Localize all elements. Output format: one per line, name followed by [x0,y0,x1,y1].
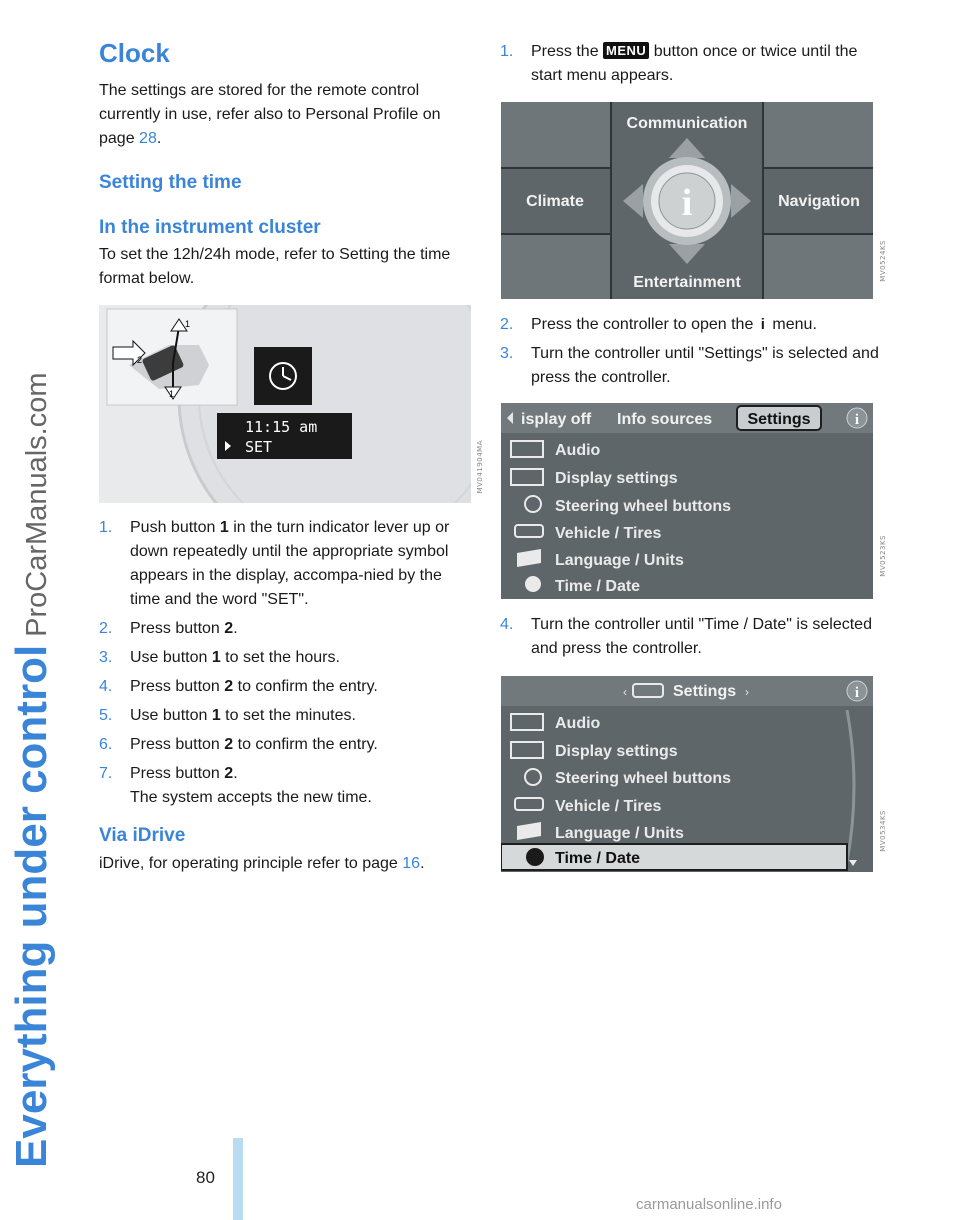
settings-item-display-settings: Display settings [555,743,678,760]
lever-label-1-bottom: 1 [169,389,175,399]
figure-code-cluster: MV041904MA [476,440,484,494]
start-menu-communication: Communication [626,115,748,132]
section-title-clock: Clock [99,38,170,68]
step-item: 5. Use button 1 to set the minutes. [99,707,356,724]
page-link-28[interactable]: 28 [139,130,157,147]
lever-label-2: 2 [137,355,143,365]
right-step-4 [500,613,880,666]
figure-settings-menu [501,676,873,872]
instrument-cluster-illustration [99,305,471,503]
right-step-1 [500,40,880,93]
info-tab-settings: Settings [747,411,811,428]
settings-menu-illustration [501,676,873,872]
step-item: 2. Press button 2. [99,620,238,637]
sidebar-vertical-svg [2,40,58,1180]
settings-header: Settings [673,683,737,700]
step-item: 3. Turn the controller until "Settings" is selected and press the controller. [500,345,879,386]
svg-text:‹: ‹ [623,685,627,699]
start-menu-entertainment: Entertainment [633,274,741,291]
chapter-title: Everything under control [7,644,56,1168]
info-tab-display-off: isplay off [521,411,592,428]
page-link-16[interactable]: 16 [402,855,421,872]
info-item-language-units: Language / Units [555,552,684,569]
instrument-steps-list [99,516,471,815]
step-item: 4. Press button 2 to confirm the entry. [99,678,378,695]
figure-instrument-cluster [99,305,471,503]
info-item-time-date: Time / Date [555,578,641,595]
step-item: 1. Press the MENU button once or twice until the start menu appears. [500,43,858,84]
instrument-cluster-text: To set the 12h/24h mode, refer to Setting the time format below. [99,246,451,287]
step-item: 1. Push button 1 in the turn indicator lever up or down repeatedly until the appropriate symbol appears in the display, accompa-nied by the time and the word "SET". [99,519,450,608]
display-time: 11:15 am [245,418,318,436]
heading-instrument-cluster: In the instrument cluster [99,217,321,238]
info-tab-info-sources: Info sources [617,411,713,428]
heading-via-idrive: Via iDrive [99,825,186,846]
clock-intro: The settings are stored for the remote control currently in use, refer also to Personal Profile on page 28. [99,82,441,147]
info-menu-glyph: i [760,316,765,333]
settings-item-language-units: Language / Units [555,825,684,842]
settings-item-audio: Audio [555,715,601,732]
right-steps-2-3 [500,313,880,395]
settings-item-vehicle-tires: Vehicle / Tires [555,798,662,815]
step-item: 2. Press the controller to open the i menu. [500,313,880,337]
figure-code-start-menu: MV0524KS [879,240,887,282]
figure-code-info-menu: MV0523KS [879,535,887,577]
page-marker-bar [233,1138,243,1220]
info-item-audio: Audio [555,442,601,459]
start-menu-illustration [501,102,873,299]
start-menu-navigation: Navigation [778,193,860,210]
clock-intro-text: The settings are stored for the remote control currently in use, refer also to Personal Profile on page [99,82,441,147]
settings-item-steering-wheel: Steering wheel buttons [555,770,732,787]
step-item: 7. Press button 2. The system accepts the new time. [99,765,372,806]
start-menu-climate: Climate [526,193,584,210]
figure-info-menu [501,403,873,599]
page-number: 80 [196,1168,215,1187]
figure-code-settings-menu: MV0534KS [879,810,887,852]
info-menu-illustration [501,403,873,599]
info-item-vehicle-tires: Vehicle / Tires [555,525,662,542]
heading-setting-time: Setting the time [99,172,242,193]
watermark: carmanualsonline.info [636,1196,782,1213]
idrive-text: iDrive, for operating principle refer to page 16. [99,855,425,872]
step-item: 4. Turn the controller until "Time / Date" is selected and press the controller. [500,616,872,657]
svg-text:›: › [745,685,749,699]
figure-start-menu [501,102,873,299]
lever-label-1-top: 1 [185,319,191,329]
display-set: SET [245,438,273,456]
step-item: 3. Use button 1 to set the hours. [99,649,340,666]
sidebar-vertical-title [2,40,58,1180]
site-name: ProCarManuals.com [21,372,53,637]
svg-text:i: i [854,685,860,701]
info-item-steering-wheel: Steering wheel buttons [555,498,732,515]
info-item-display-settings: Display settings [555,470,678,487]
menu-button-glyph: MENU [603,42,649,59]
settings-item-time-date-selected: Time / Date [555,850,641,867]
start-menu-info-icon: i [681,182,693,224]
step-item: 6. Press button 2 to confirm the entry. [99,736,378,753]
svg-text:i: i [854,412,860,428]
